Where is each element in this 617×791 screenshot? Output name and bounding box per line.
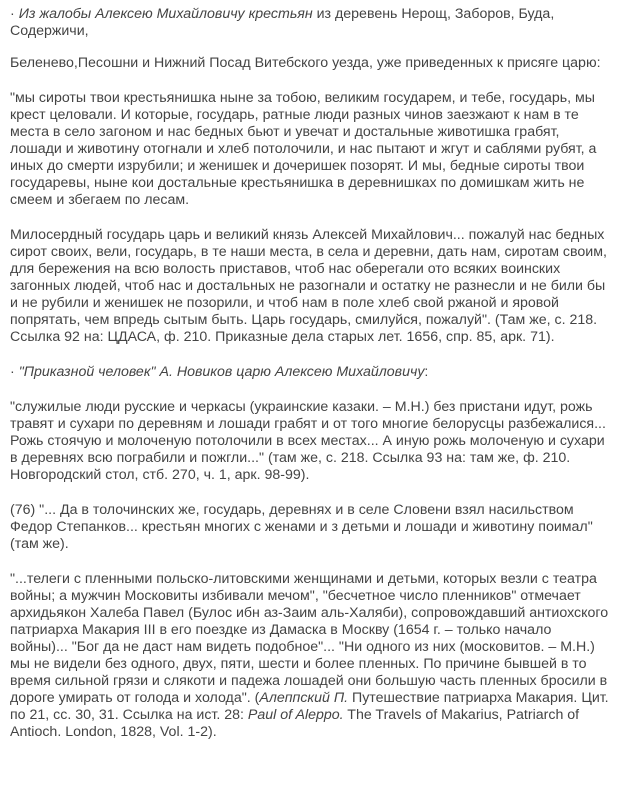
author-paul-of-aleppo: Paul of Aleppo. [247,707,344,723]
author-aleppsky: Алеппский П. [259,690,349,706]
novikov-quote: "служилые люди русские и черкасы (украинские казаки. – М.Н.) без пристани идут, рожь травят и сухари по деревням и лошади грабят и от того многие белорусцы разбежалися... Рожь стоячую и молоченую потолочили в всех местах... А иную рожь молоченую и сухари в деревнях всю пограбили и пожгли..." (там же, с. 218. Ссылка 93 на: там же, ф. 210. Новгородский стол, стб. 270, ч. 1, арк. 98-99). [10,399,606,483]
complaint-plea: Милосердный государь царь и великий князь Алексей Михайлович... пожалуй нас бедных сирот своих, вели, государь, в те наши места, в села и деревни, дать нам, сиротам своим, для бережения на всю волость приставов, чтоб нас оберегали ото всяких воинских загонных людей, чтоб нас и достальных не разогнали и остатку не разнесли и не били бы и не рубили и женишек не позорили, и чтоб нам в поле хлеб свой ржаной и яровой попрятать, чем впредь сытым быть. Царь государь, смилуйся, пожалуй". (Там же, с. 218. Ссылка 92 на: ЦДАСА, ф. 210. Приказные дела старых лет. 1656, спр. 85, арк. 71). [10,227,607,345]
complaint-title: Из жалобы Алексею Михайловичу крестьян [18,6,313,22]
complaint-villages: Беленево,Песошни и Нижний Посад Витебского уезда, уже приведенных к присяге царю: [10,55,601,71]
bullet-marker: · [10,364,15,380]
tolochin-quote: (76) "... Да в толочинских же, государь, деревнях и в селе Словени взял насильством Федор Степанков... крестьян многих с женами и з детьми и лошади и животину поимал" (там же). [10,502,593,552]
complaint-quote: "мы сироты твои крестьянишка ныне за тобою, великим государем, и тебе, государь, мы крест целовали. И которые, государь, ратные люди разных чинов заезжают к нам в те места в село загоном и нас бедных бьют и увечат и достальные животишка грабят, лошади и животину отогнали и хлеб потолочили, и нас пытают и жгут и саблями рубят, а иных до смерти изрубили; и женишек и дочеришек позорят. И мы, бедные сироты твои государевы, ныне кои достальные крестьянишка в деревнишках по домишкам жить не смеем и збегаем по лесам. [10,90,597,208]
bullet-marker: · [10,6,15,22]
novikov-intro: · "Приказной человек" А. Новиков царю Алексею Михайловичу: [10,364,429,380]
complaint-intro: · Из жалобы Алексею Михайловичу крестьян из деревень Нерощ, Заборов, Буда, Содержичи, [10,6,555,39]
aleppo-quote: "...телеги с пленными польско-литовскими женщинами и детьми, которых везли с театра войны; а мужчин Московиты избивали мечом", "бесчетное число пленников" отмечает архидьякон Халеба Павел (Булос ибн аз-Заим аль-Халяби), сопровождавший антиохского патриарха Макария III в его поездке из Дамаска в Москву (1654 г. – только начало войны)... "Бог да не даст нам видеть подобное"... "Ни одного из них (московитов. – М.Н.) мы не видели без одного, двух, пяти, шести и более пленных. По причине бывшей в то время сильной грязи и слякоти и падежа лошадей они большую часть пленных бросили в дороге умирать от голода и холода". (Алеппский П. Путешествие патриарха Макария. Цит. по 21, сс. 30, 31. Ссылка на ист. 28: Paul of Aleppo. The Travels of Makarius, Patriarch of Antioch. London, 1828, Vol. 1-2). [10,571,609,740]
novikov-title: "Приказной человек" А. Новиков царю Алексею Михайловичу [18,364,425,380]
